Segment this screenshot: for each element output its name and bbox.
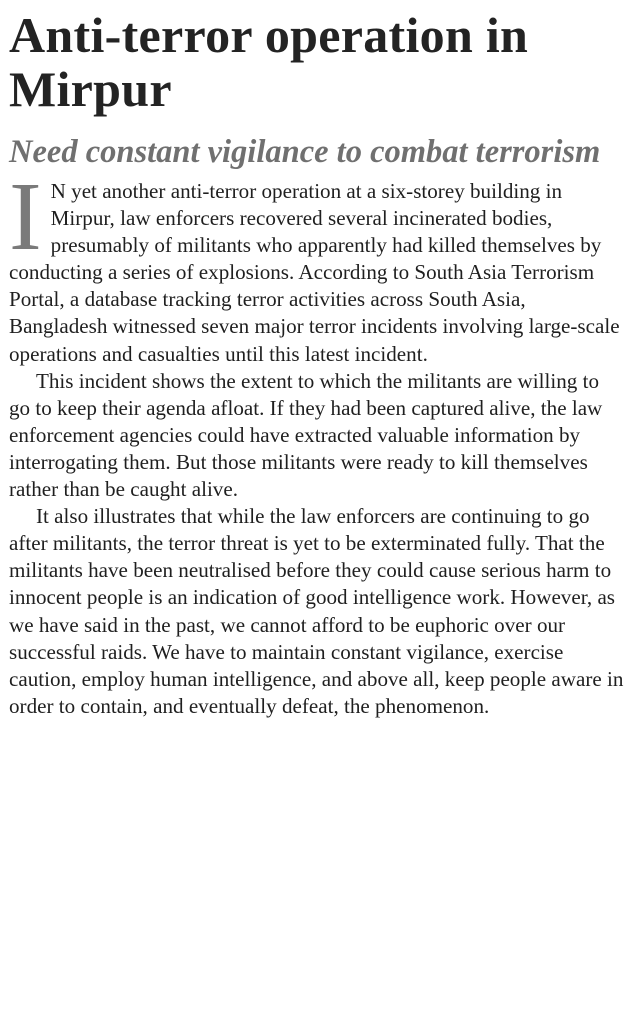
paragraph-1 — [9, 163, 625, 368]
paragraph-3: It also illustrates that while the law enforcers are continuing to go after militants, the terror threat is yet to be exterminated fully. That the militants have been neutralised before they could cause serious harm to innocent people is an indication of good intelligence work. However, as we have said in the past, we cannot afford to be euphoric over our successful raids. We have to maintain constant vigilance, exercise caution, employ human intelligence, and above all, keep people aware in order to contain, and eventually defeat, the phenomenon. — [9, 504, 624, 718]
subheadline: Need constant vigilance to combat terrorism — [9, 134, 601, 170]
editorial-article — [9, 8, 625, 720]
paragraph-1-text: N yet another anti-terror operation at a six-storey building in Mirpur, law enforcers recovered several incinerated bodies, presumably of militants who apparently had killed themselves by conducting a series of explosions. According to South Asia Terrorism Portal, a database tracking terror activities across South Asia, Bangladesh witnessed seven major terror incidents involving large-scale operations and casualties until this latest incident. — [9, 179, 620, 366]
paragraph-2: This incident shows the extent to which the militants are willing to go to keep their agenda afloat. If they had been captured alive, the law enforcement agencies could have extracted valuable information by interrogating them. But those militants were ready to kill themselves rather than be caught alive. — [9, 368, 603, 502]
article-body — [9, 163, 625, 720]
headline: Anti-terror operation in Mirpur — [9, 7, 529, 117]
drop-cap: I — [9, 163, 42, 271]
